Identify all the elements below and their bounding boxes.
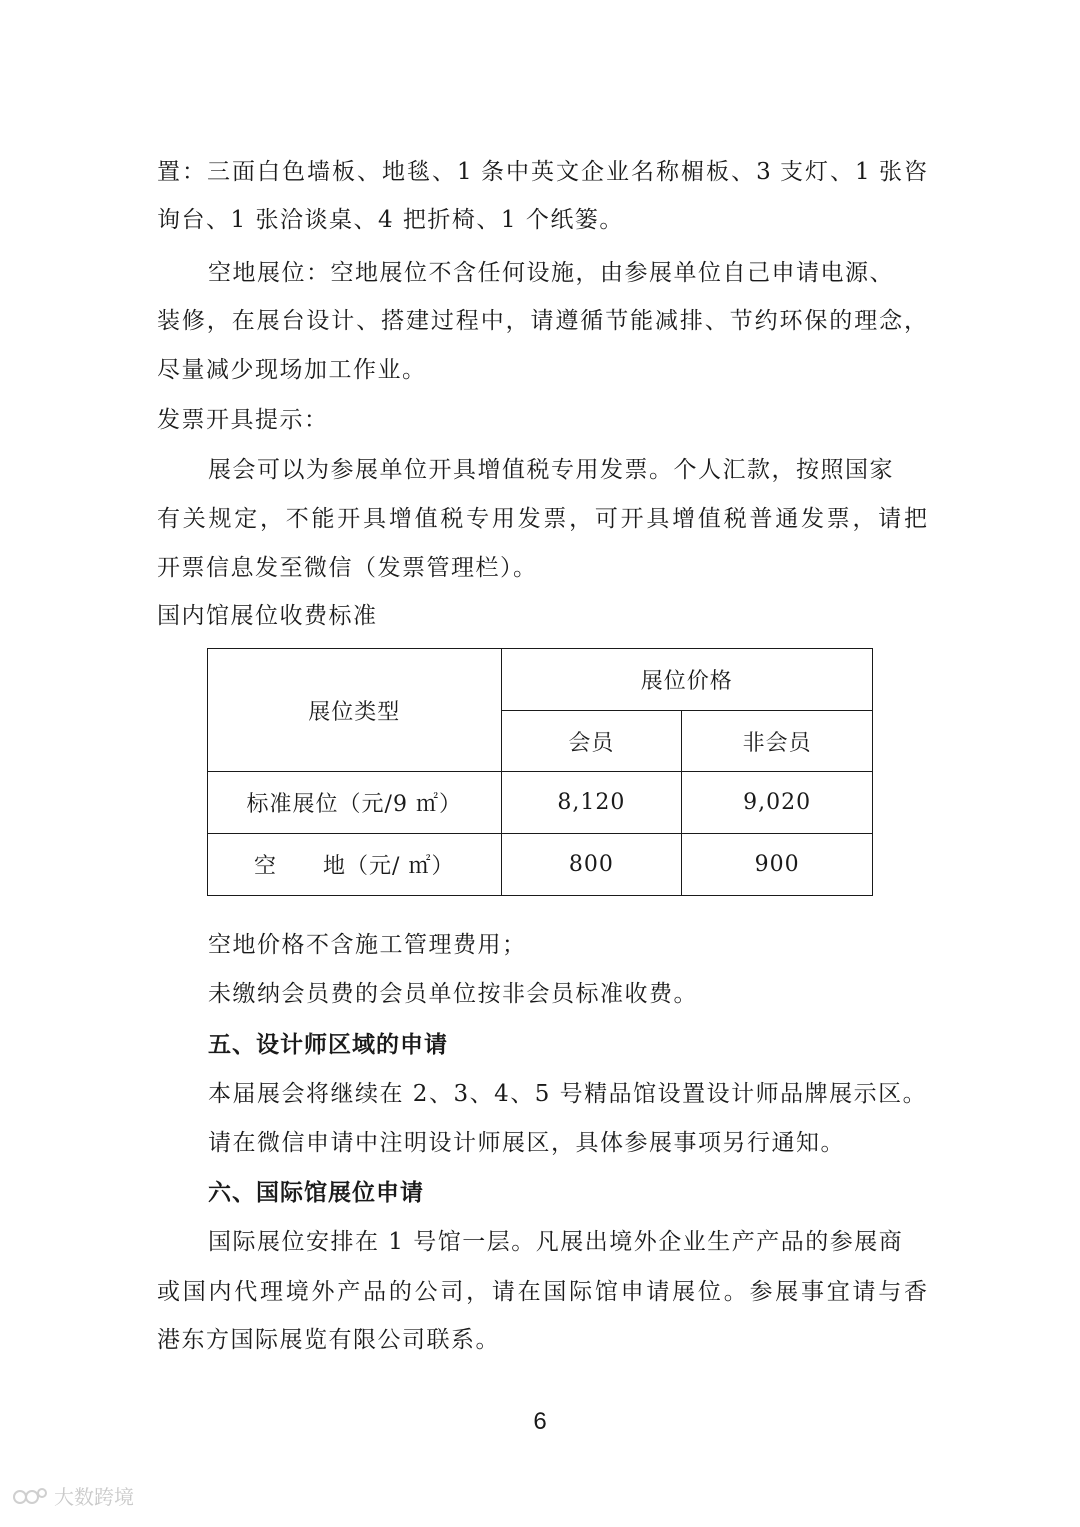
page-number: 6	[533, 1408, 547, 1435]
paragraph-line: 空地展位：空地展位不含任何设施，由参展单位自己申请电源、	[208, 260, 894, 286]
table-row	[208, 772, 873, 834]
paragraph-line: 港东方国际展览有限公司联系。	[157, 1327, 500, 1353]
note-line: 未缴纳会员费的会员单位按非会员标准收费。	[208, 981, 698, 1007]
table-row	[208, 834, 873, 896]
paragraph-line: 本届展会将继续在 2、3、4、5 号精品馆设置设计师品牌展示区。	[208, 1081, 928, 1107]
paragraph-line: 展会可以为参展单位开具增值税专用发票。个人汇款，按照国家	[208, 457, 894, 483]
paragraph-line: 装修，在展台设计、搭建过程中，请遵循节能减排、节约环保的理念，	[157, 308, 927, 334]
header-nonmember: 非会员	[682, 711, 873, 772]
paragraph-line: 国际展位安排在 1 号馆一层。凡展出境外企业生产产品的参展商	[208, 1229, 904, 1255]
header-booth-type: 展位类型	[208, 649, 502, 772]
section-heading: 五、设计师区域的申请	[208, 1032, 448, 1058]
watermark-logo-icon	[12, 1485, 48, 1507]
section-label: 发票开具提示：	[157, 407, 329, 433]
header-member: 会员	[501, 711, 682, 772]
row-type-cell: 标准展位（元/9 ㎡）	[208, 772, 502, 834]
row-nonmember-price: 900	[682, 834, 873, 896]
paragraph-line: 请在微信申请中注明设计师展区，具体参展事项另行通知。	[208, 1130, 845, 1156]
row-nonmember-price: 9,020	[682, 772, 873, 834]
table-caption: 国内馆展位收费标准	[157, 603, 378, 629]
booth-fee-table	[207, 648, 873, 896]
paragraph-line: 询台、1 张洽谈桌、4 把折椅、1 个纸篓。	[157, 207, 624, 233]
watermark-text: 大数跨境	[54, 1485, 134, 1509]
row-type-cell: 空 地（元/ ㎡）	[208, 834, 502, 896]
paragraph-line: 置：三面白色墙板、地毯、1 条中英文企业名称楣板、3 支灯、1 张咨	[157, 159, 927, 185]
watermark	[12, 1481, 134, 1510]
row-member-price: 800	[501, 834, 682, 896]
paragraph-line: 尽量减少现场加工作业。	[157, 357, 427, 383]
row-member-price: 8,120	[501, 772, 682, 834]
paragraph-line: 有关规定，不能开具增值税专用发票，可开具增值税普通发票，请把	[157, 506, 927, 532]
paragraph-line: 或国内代理境外产品的公司，请在国际馆申请展位。参展事宜请与香	[157, 1279, 927, 1305]
section-heading: 六、国际馆展位申请	[208, 1180, 424, 1206]
header-booth-price: 展位价格	[501, 649, 873, 711]
paragraph-line: 开票信息发至微信（发票管理栏）。	[157, 555, 538, 581]
note-line: 空地价格不含施工管理费用；	[208, 932, 527, 958]
